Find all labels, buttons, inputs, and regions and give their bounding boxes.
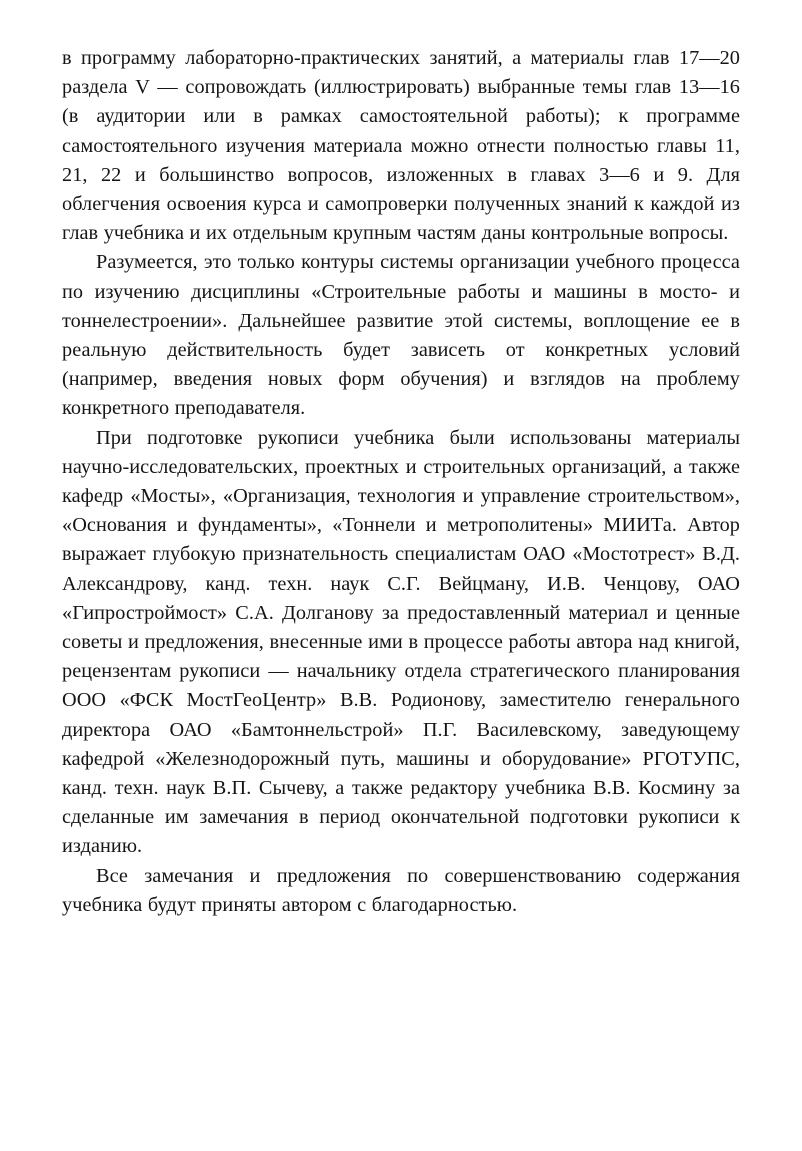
paragraph-2: Разумеется, это только контуры системы организации учебного процесса по изучению дисциплины «Строительные работы и машины в мосто- и тоннелестроении». Дальнейшее развитие этой системы, воплощение ее в реальную действительность будет зависеть от конкретных условий (например, введения новых форм обучения) и взглядов на проблему конкретного преподавателя. [62, 251, 740, 420]
paragraph-1: в программу лабораторно-практических занятий, а материалы глав 17—20 раздела V — сопровождать (иллюстрировать) выбранные темы глав 13—16 (в аудитории или в рамках самостоятельной работы); к программе самостоятельного изучения материала можно отнести полностью главы 11, 21, 22 и большинство вопросов, изложенных в главах 3—6 и 9. Для облегчения освоения курса и самопроверки полученных знаний к каждой из глав учебника и их отдельным крупным частям даны контрольные вопросы. [62, 47, 740, 245]
page-text-block [62, 44, 740, 920]
paragraph-4: Все замечания и предложения по совершенствованию содержания учебника будут приняты автором с благодарностью. [62, 864, 740, 916]
paragraph-3: При подготовке рукописи учебника были использованы материалы научно-исследовательских, проектных и строительных организаций, а также кафедр «Мосты», «Организация, технология и управление строительством», «Основания и фундаменты», «Тоннели и метрополитены» МИИТа. Автор выражает глубокую признательность специалистам ОАО «Мостотрест» В.Д. Александрову, канд. техн. наук С.Г. Вейцману, И.В. Ченцову, ОАО «Гипростроймост» С.А. Долганову за предоставленный материал и ценные советы и предложения, внесенные ими в процессе работы автора над книгой, рецензентам рукописи — начальнику отдела стратегического планирования ООО «ФСК МостГеоЦентр» В.В. Родионову, заместителю генерального директора ОАО «Бамтоннельстрой» П.Г. Василевскому, заведующему кафедрой «Железнодорожный путь, машины и оборудование» РГОТУПС, канд. техн. наук В.П. Сычеву, а также редактору учебника В.В. Космину за сделанные им замечания в период окончательной подготовки рукописи к изданию. [62, 426, 740, 858]
